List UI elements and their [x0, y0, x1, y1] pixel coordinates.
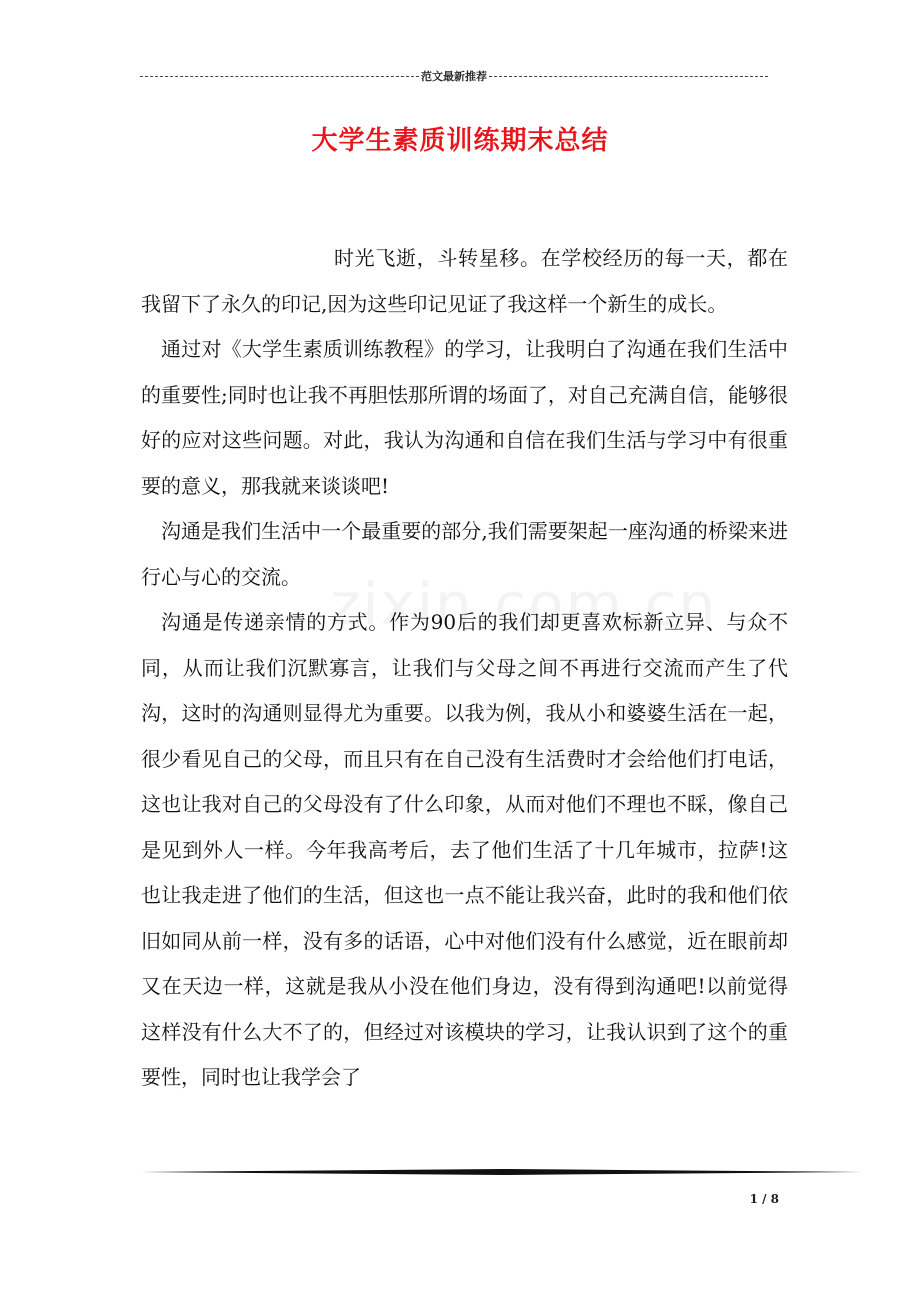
- paragraph-communication: 沟通是我们生活中一个最重要的部分,我们需要架起一座沟通的桥梁来进行心与心的交流。: [141, 519, 788, 589]
- page-number: 1 / 8: [749, 1192, 779, 1206]
- header-dash-right: [489, 76, 768, 77]
- header-label: 范文最新推荐: [421, 70, 487, 83]
- paragraph-study: 通过对《大学生素质训练教程》的学习，让我明白了沟通在我们生活中的重要性;同时也让我不再胆怯那所谓的场面了，对自己充满自信，能够很好的应对这些问题。对此，我认为沟通和自信在我们生活与学习中有很重要的意义，那我就来谈谈吧!: [141, 337, 788, 498]
- document-title: 大学生素质训练期末总结: [311, 126, 609, 156]
- paragraph-intro: 时光飞逝，斗转星移。在学校经历的每一天，都在我留下了永久的印记,因为这些印记见证了我这样一个新生的成长。: [141, 246, 788, 316]
- header-line: [140, 66, 768, 86]
- document-body: [141, 236, 788, 1101]
- header-dash-left: [140, 76, 419, 77]
- paragraph-family: 沟通是传递亲情的方式。作为90后的我们却更喜欢标新立异、与众不同，从而让我们沉默寡言，让我们与父母之间不再进行交流而产生了代沟，这时的沟通则显得尤为重要。以我为例，我从小和婆婆生活在一起，很少看见自己的父母，而且只有在自己没有生活费时才会给他们打电话，这也让我对自己的父母没有了什么印象，从而对他们不理也不睬，像自己是见到外人一样。今年我高考后，去了他们生活了十几年城市，拉萨!这也让我走进了他们的生活，但这也一点不能让我兴奋，此时的我和他们依旧如同从前一样，没有多的话语，心中对他们没有什么感觉，近在眼前却又在天边一样，这就是我从小没在他们身边，没有得到沟通吧!以前觉得这样没有什么大不了的，但经过对该模块的学习，让我认识到了这个的重要性，同时也让我学会了: [141, 610, 788, 1089]
- footer-rule: [141, 1168, 863, 1176]
